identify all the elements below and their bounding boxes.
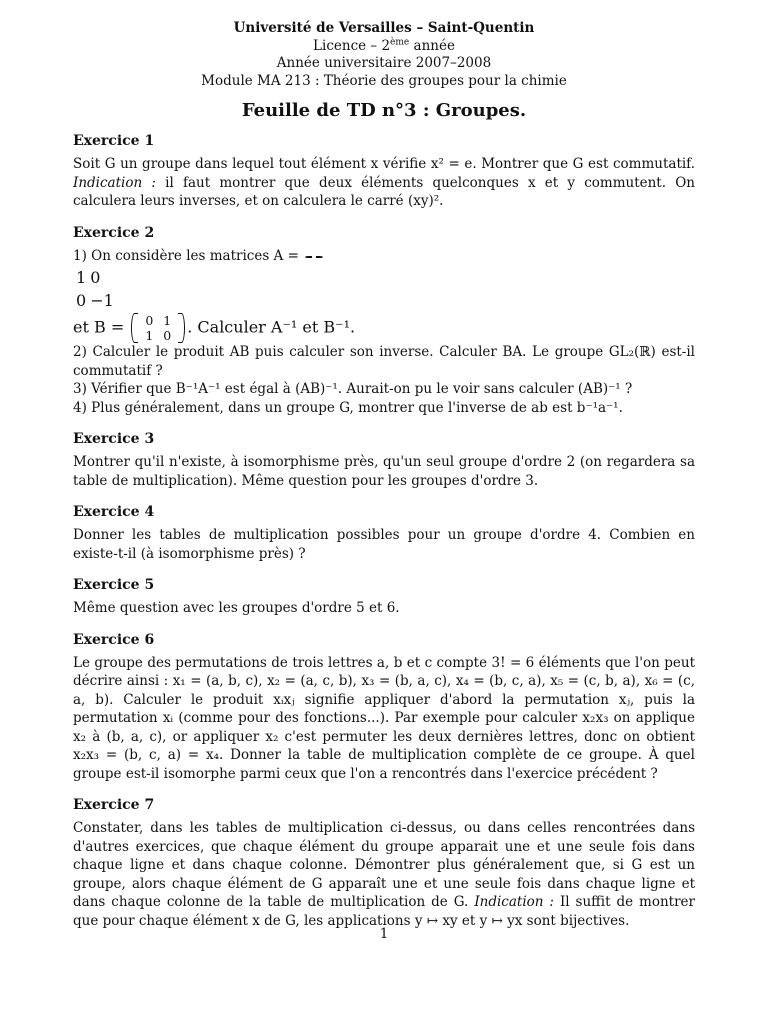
matrix-cell: 1 [163,313,172,328]
exercise-3 [73,431,695,490]
exercise-2-line-3: 3) Vérifier que B⁻¹A⁻¹ est égal à (AB)⁻¹. Aurait-on pu le voir sans calculer (AB)⁻¹ ? [73,381,633,397]
matrix-cell: 0 [163,328,172,343]
licence-suffix: année [409,37,455,54]
exercise-text: Le groupe des permutations de trois lettres a, b et c compte 3! = 6 éléments que l'on peut décrire ainsi : x₁ = (a, b, c), x₂ = (a, c, b), x₃ = (b, a, c), x₄ = (b, c, a), x₅ = (c, b, a), x₆ = (c, a, b). Calculer le produit xᵢxⱼ signifie appliquer d'abord la permutation xⱼ, puis la permutation xᵢ (comme pour des fonctions...). Par exemple pour calculer x₂x₃ on applique x₂ à (b, a, c), or appliquer x₂ c'est permuter les deux dernières lettres, donc on obtient x₂x₃ = (b, c, a) = x₄. Donner la table de multiplication complète de ce groupe. À quel groupe est-il isomorphe parmi ceux que l'on a rencontrés dans l'exercice précédent ? [73,654,695,782]
matrix-cell: 0 [90,268,101,287]
exercise-7 [73,797,695,930]
exercise-5 [73,577,695,618]
indication-label: Indication : [73,174,156,191]
document-page [73,20,695,944]
exercise-heading: Exercice 4 [73,504,155,520]
module-name: Module MA 213 : Théorie des groupes pour la chimie [201,72,567,89]
licence-superscript: ème [390,37,410,47]
exercise-text: Donner les tables de multiplication possibles pour un groupe d'ordre 4. Combien en existe-t-il (à isomorphisme près) ? [73,527,695,562]
exercise-text: Même question avec les groupes d'ordre 5 et 6. [73,600,400,616]
matrix-question-text: . Calculer A⁻¹ et B⁻¹. [187,317,356,337]
sheet-title: Feuille de TD n°3 : Groupes. [241,100,527,121]
matrix-connector-text: et B = [73,317,125,337]
exercise-1 [73,133,695,211]
exercise-2-line-1 [73,247,695,266]
exercise-heading: Exercice 6 [73,631,155,648]
indication-text: il faut montrer que deux éléments quelconques x et y commutent. On calculera leurs inverses, et on calculera le carré (xy)². [73,174,695,209]
exercise-heading: Exercice 5 [73,577,155,593]
indication-text: Il suffit de montrer que pour chaque élément x de G, les applications y ↦ xy et y ↦ yx sont bijectives. [73,894,695,929]
exercise-text [73,819,695,930]
exercise-2-line-4: 4) Plus généralement, dans un groupe G, montrer que l'inverse de ab est b⁻¹a⁻¹. [73,399,623,416]
matrix-cell: 0 [145,313,154,328]
exercise-4 [73,504,695,563]
matrix-cell: 0 [76,291,87,310]
exercise-statement: Soit G un groupe dans lequel tout élément x vérifie x² = e. Montrer que G est commutatif. [73,156,695,172]
matrix-cell: 1 [76,268,87,287]
indication-label: Indication : [474,894,554,910]
matrix-cell: 1 [145,328,154,343]
exercise-text: Montrer qu'il n'existe, à isomorphisme près, qu'un seul groupe d'ordre 2 (on regardera sa table de multiplication). Même question pour les groupes d'ordre 3. [73,454,695,489]
exercise-2-line-2: 2) Calculer le produit AB puis calculer son inverse. Calculer BA. Le groupe GL₂(ℝ) est-il commutatif ? [73,344,695,379]
licence-line [73,38,695,56]
matrix-cell: −1 [90,291,114,310]
exercise-heading: Exercice 2 [73,224,155,241]
exercise-heading: Exercice 3 [73,431,155,447]
exercise-heading: Exercice 1 [73,133,155,149]
matrix-b [131,313,185,343]
academic-year: Année universitaire 2007–2008 [276,55,492,71]
page-number: 1 [379,926,389,942]
university-name: Université de Versailles – Saint-Quentin [233,20,535,36]
exercise-2 [73,225,695,418]
exercise-text [73,155,695,211]
exercise-heading: Exercice 7 [73,797,155,813]
exercise-statement: Constater, dans les tables de multiplication ci-dessus, ou dans celles rencontrées dans d'autres exercices, que chaque élément du groupe apparait une et une seule fois dans chaque ligne et dans chaque colonne. Démontrer plus généralement que, si G est un groupe, alors chaque élément de G apparaît une et une seule fois dans chaque ligne et dans chaque colonne de la table de multiplication de G. [73,820,695,910]
document-header [73,20,695,90]
exercise-6 [73,632,695,784]
matrix-intro-text: 1) On considère les matrices A = [73,247,299,264]
licence-text: Licence – 2 [313,37,391,54]
